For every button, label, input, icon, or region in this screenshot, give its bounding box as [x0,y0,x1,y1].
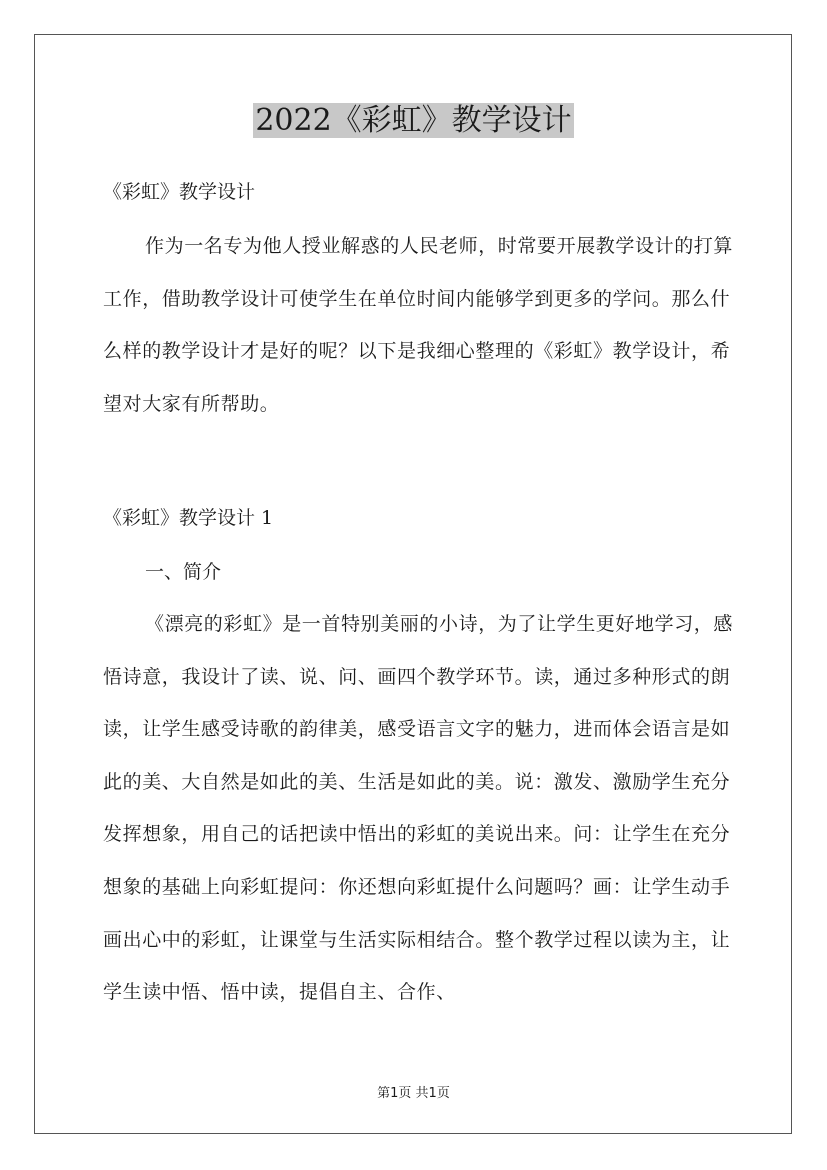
section1-paragraph-block [103,598,743,1019]
document-title [0,101,827,141]
page-footer: 第1页 共1页 [377,1086,450,1101]
intro-paragraph: 作为一名专为他人授业解惑的人民老师，时常要开展教学设计的打算工作，借助教学设计可使学生在单位时间内能够学到更多的学问。那么什么样的教学设计才是好的呢？以下是我细心整理的《彩虹》教学设计，希望对大家有所帮助。 [103,235,734,415]
document-title-text: 2022《彩虹》教学设计 [255,103,572,138]
intro-paragraph-block [103,220,743,430]
intro-heading: 《彩虹》教学设计 [103,181,256,203]
subsection-heading: 一、简介 [145,561,222,583]
section1-heading: 《彩虹》教学设计 1 [103,507,274,529]
section1-paragraph: 《漂亮的彩虹》是一首特别美丽的小诗，为了让学生更好地学习，感悟诗意，我设计了读、说、问、画四个教学环节。读，通过多种形式的朗读，让学生感受诗歌的韵律美，感受语言文字的魅力，进而体会语言是如此的美、大自然是如此的美、生活是如此的美。说：激发、激励学生充分发挥想象，用自己的话把读中悟出的彩虹的美说出来。问：让学生在充分想象的基础上向彩虹提问：你还想向彩虹提什么问题吗？画：让学生动手画出心中的彩虹，让课堂与生活实际相结合。整个教学过程以读为主，让学生读中悟、悟中读，提倡自主、合作、 [103,613,734,1004]
